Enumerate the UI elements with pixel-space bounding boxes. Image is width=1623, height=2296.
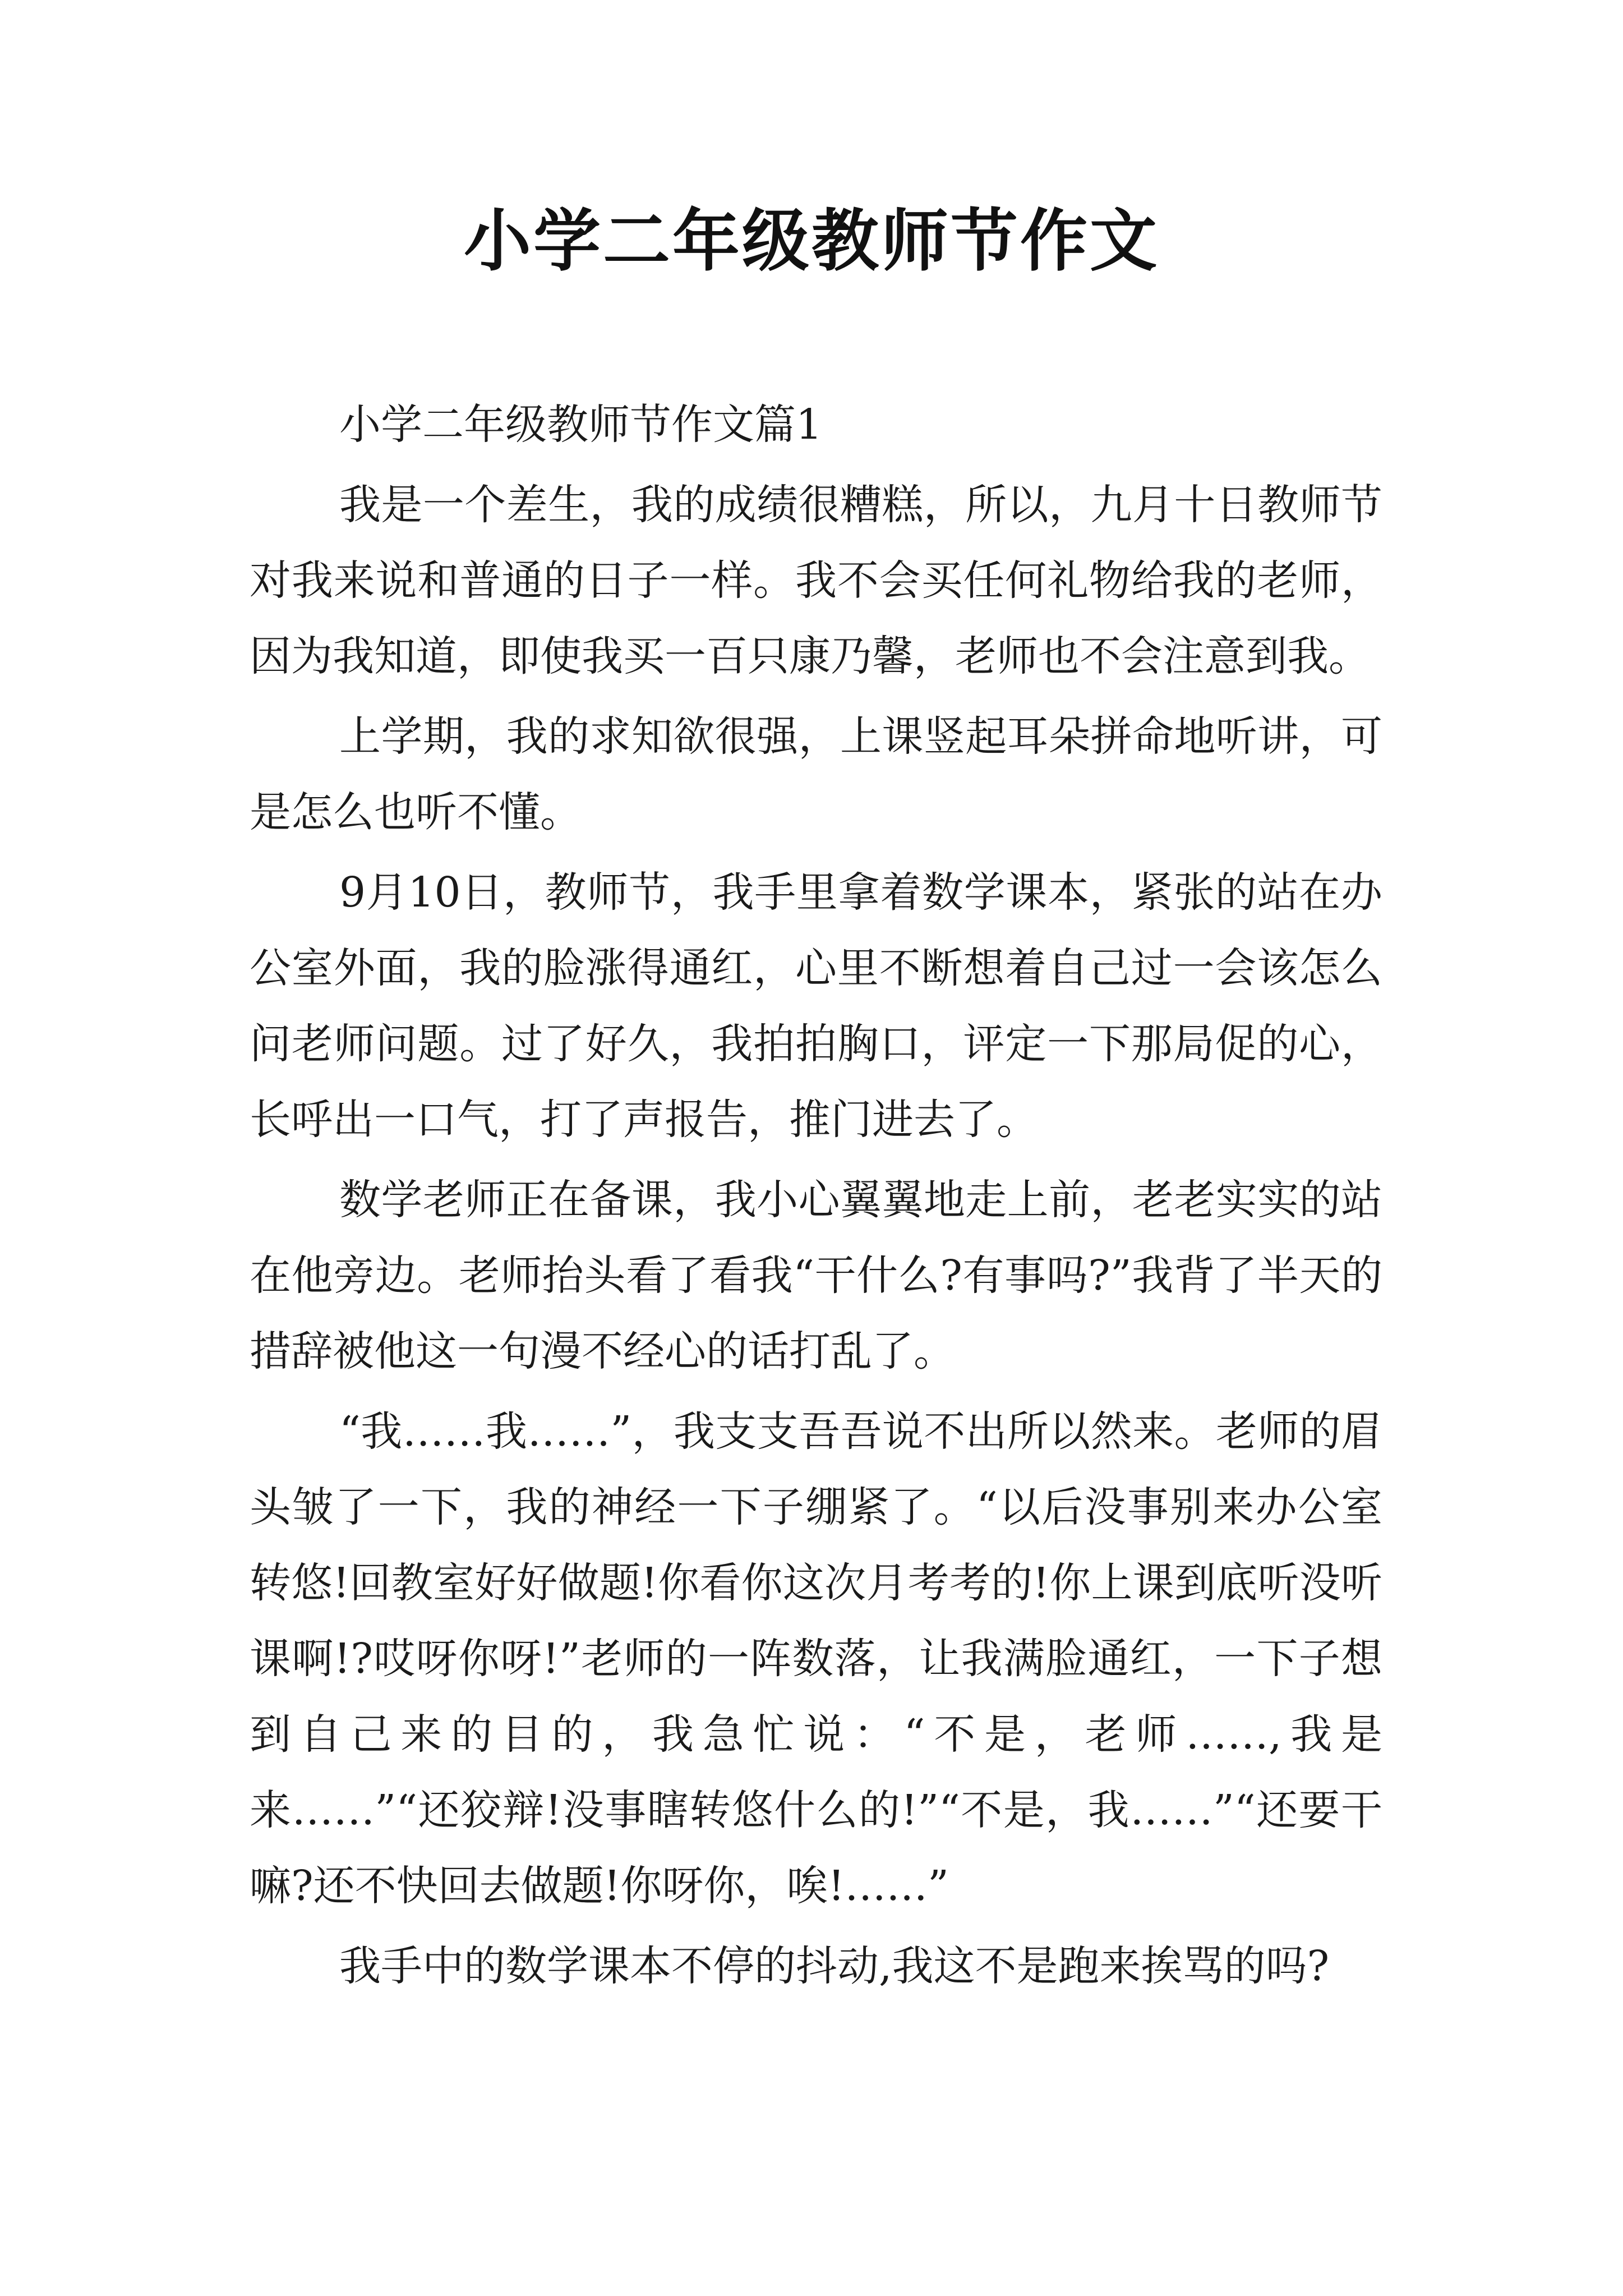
- document-title: 小学二年级教师节作文: [464, 201, 1159, 280]
- paragraph: 我是一个差生，我的成绩很糟糕，所以，九月十日教师节对我来说和普通的日子一样。我不会买任何礼物给我的老师，因为我知道，即使我买一百只康乃馨，老师也不会注意到我。: [250, 481, 1382, 680]
- document-body: [250, 387, 1382, 2009]
- paragraph: “我……我……”，我支支吾吾说不出所以然来。老师的眉头皱了一下，我的神经一下子绷紧了。“以后没事别来办公室转悠!回教室好好做题!你看你这次月考考的!你上课到底听没听课啊!?哎呀你呀!”老师的一阵数落，让我满脸通红，一下子想到自己来的目的，我急忙说：“不是，老师……,我是来……”“还狡辩!没事瞎转悠什么的!”“不是，我……”“还要干嘛?还不快回去做题!你呀你，唉!……”: [250, 1407, 1382, 1910]
- paragraph: 数学老师正在备课，我小心翼翼地走上前，老老实实的站在他旁边。老师抬头看了看我“干什么?有事吗?”我背了半天的措辞被他这一句漫不经心的话打乱了。: [250, 1176, 1382, 1375]
- paragraph: 我手中的数学课本不停的抖动,我这不是跑来挨骂的吗?: [339, 1942, 1330, 1990]
- paragraph-heading: 小学二年级教师节作文篇1: [339, 401, 823, 449]
- paragraph: 9月10日，教师节，我手里拿着数学课本，紧张的站在办公室外面，我的脸涨得通红，心里不断想着自己过一会该怎么问老师问题。过了好久，我拍拍胸口，评定一下那局促的心，长呼出一口气，打了声报告，推门进去了。: [250, 868, 1382, 1144]
- paragraph: 上学期，我的求知欲很强，上课竖起耳朵拼命地听讲，可是怎么也听不懂。: [250, 712, 1382, 836]
